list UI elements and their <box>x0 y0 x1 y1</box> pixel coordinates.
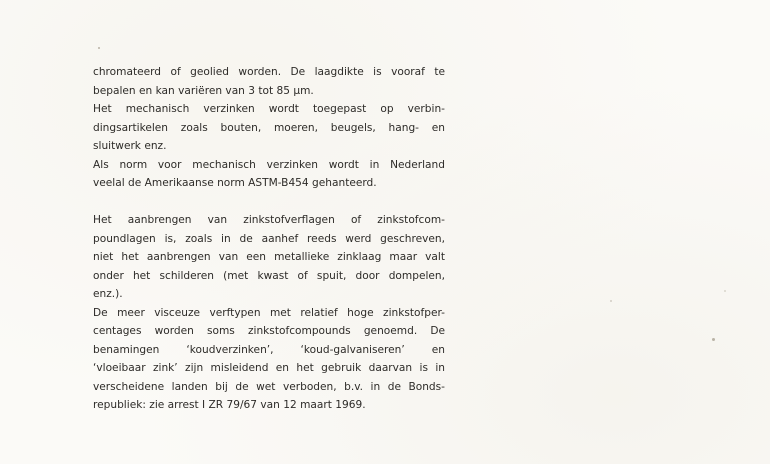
text-line: benamingen ‘koudverzinken’, ‘koud-galvaniseren’ en <box>93 343 445 356</box>
scan-speck <box>724 290 726 292</box>
text-line: chromateerd of geolied worden. De laagdikte is vooraf te <box>93 66 445 78</box>
paragraph-mechanisch-verzinken <box>93 63 445 193</box>
text-line: Het aanbrengen van zinkstofverflagen of zinkstofcom- <box>93 214 445 226</box>
text-line: centages worden soms zinkstofcompounds genoemd. De <box>93 325 445 337</box>
scan-speck <box>98 47 100 49</box>
text-line: sluitwerk enz. <box>93 140 167 152</box>
text-line: Als norm voor mechanisch verzinken wordt in Nederland <box>93 158 445 171</box>
scan-speck <box>712 338 715 341</box>
text-line: bepalen en kan variëren van 3 tot 85 μm. <box>93 84 314 97</box>
paragraph-gap <box>93 193 445 212</box>
scan-speck <box>610 300 612 302</box>
text-line: niet het aanbrengen van een metallieke zinklaag maar valt <box>93 251 445 263</box>
paragraph-zinkstofverflagen <box>93 211 445 415</box>
text-line: veelal de Amerikaanse norm ASTM-B454 gehanteerd. <box>93 177 377 189</box>
text-line: ‘vloeibaar zink’ zijn misleidend en het gebruik daarvan is in <box>93 362 445 374</box>
text-line: onder het schilderen (met kwast of spuit, door dompelen, <box>93 269 445 282</box>
text-line: verscheidene landen bij de wet verboden, b.v. in de Bonds- <box>93 380 445 393</box>
text-line: Het mechanisch verzinken wordt toegepast op verbin- <box>93 103 445 115</box>
text-line: De meer visceuze verftypen met relatief hoge zinkstofper- <box>93 306 445 319</box>
text-line: dingsartikelen zoals bouten, moeren, beugels, hang- en <box>93 121 445 134</box>
body-text <box>93 63 445 415</box>
text-line: poundlagen is, zoals in de aanhef reeds werd geschreven, <box>93 232 445 245</box>
text-line: enz.). <box>93 288 123 300</box>
text-line: republiek: zie arrest I ZR 79/67 van 12 maart 1969. <box>93 399 366 411</box>
